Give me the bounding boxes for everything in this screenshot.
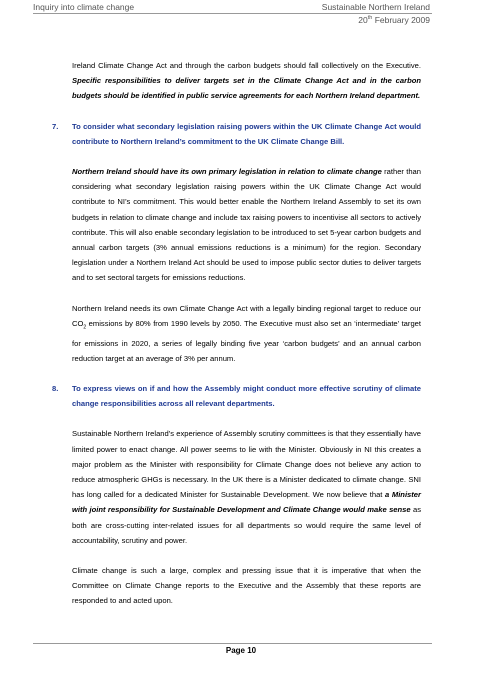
answer-8-paragraph-1: Sustainable Northern Ireland’s experience of Assembly scrutiny committees is that they essentially have limited power to enact change. All power seems to lie with the Minister. Obviously in NI this creates a major problem as the Minister with responsibility for Climate Change does not believe any action to reduce atmospheric GHGs is necessary. In the UK there is a Minister dedicated to climate change. SNI has long called for a dedicated Minister for Sustainable Development. We now believe that a Minister with joint responsibility for Sustainable Development and Climate Change would make sense as both are cross-cutting inter-related issues for all departments so would require the same level of accountability, scrutiny and power. (72, 429, 421, 545)
header-organisation: Sustainable Northern Ireland (321, 2, 430, 12)
question-8-number: 8. (52, 383, 59, 393)
header-date: 20th February 2009 (358, 14, 430, 25)
page-number: Page 10 (225, 646, 257, 655)
header-divider (33, 13, 432, 14)
answer-8-paragraph-2: Climate change is such a large, complex and pressing issue that it is imperative that when the Committee on Climate Change reports to the Executive and the Assembly that these reports are responded to and acted upon. (72, 566, 421, 606)
question-7: 7. To consider what secondary legislation raising powers within the UK Climate Change Act would contribute to Northern Ireland’s commitment to the UK Climate Change Bill. (72, 119, 421, 149)
document-body (52, 58, 421, 609)
header-title: Inquiry into climate change (33, 2, 135, 12)
question-7-number: 7. (52, 121, 59, 131)
answer-7-paragraph-1: Northern Ireland should have its own primary legislation in relation to climate change rather than considering what secondary legislation raising powers within the UK Climate Change Act would contribute to NI’s commitment. This would better enable the Northern Ireland Assembly to set its own budgets in relation to climate change and include tax raising powers to incentivise all sectors to actively contribute. This will also enable secondary legislation to be introduced to set 5-year carbon budgets and annual carbon targets (3% annual emissions reductions is a minimum) for the region. Secondary legislation under a Northern Ireland Act should be used to impose public sector duties to deliver targets and to set sectoral targets for emissions reductions. (72, 167, 421, 283)
footer-divider (33, 643, 432, 644)
intro-paragraph: Ireland Climate Change Act and through the carbon budgets should fall collectively on the Executive. Specific responsibilities to deliver targets set in the Climate Change Act and in the carbon budgets should be identified in public service agreements for each Northern Ireland department. (72, 61, 421, 101)
answer-7-paragraph-2: Northern Ireland needs its own Climate Change Act with a legally binding regional target to reduce our $CO_2$ emissions by 80% from 1990 levels by 2050. The Executive must also set an ‘intermediate’ target for emissions in 2020, a series of legally binding five year ‘carbon budgets’ and an annual carbon reduction target at an average of 3% per annum. (72, 303, 421, 363)
question-8: 8. To express views on if and how the Assembly might conduct more effective scrutiny of climate change responsibilities across all relevant departments. (72, 381, 421, 411)
